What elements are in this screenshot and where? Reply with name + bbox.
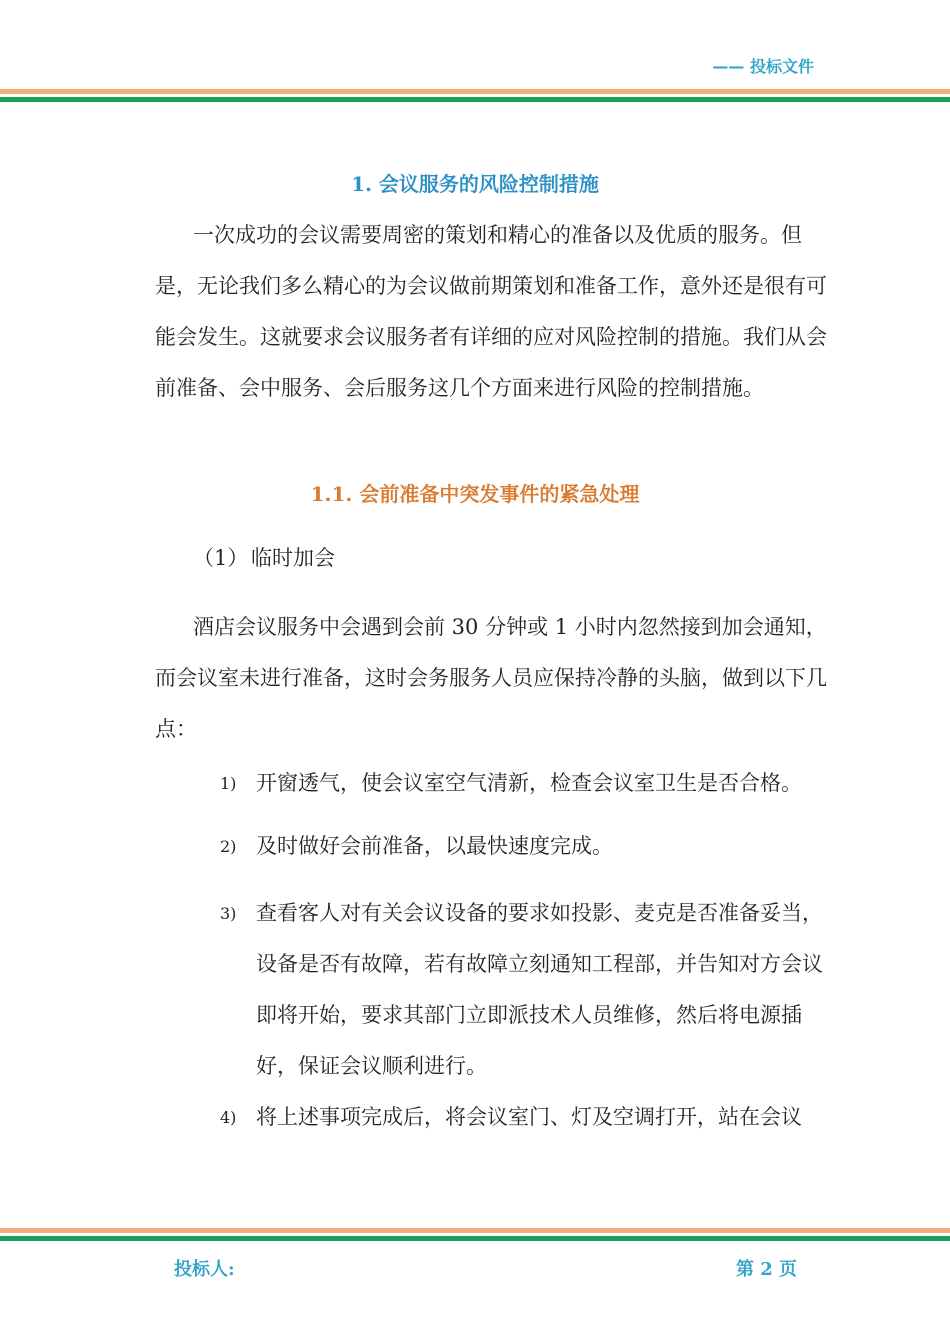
list-item-number: 3) [220,904,237,923]
step-list [220,758,830,1143]
page-number: 第 2 页 [736,1259,798,1280]
subsection-heading: 1.1. 会前准备中突发事件的紧急处理 [310,482,640,506]
sub-item-heading [193,542,335,572]
body-paragraph-text: 酒店会议服务中会遇到会前 30 分钟或 1 小时内忽然接到加会通知，而会议室未进行准备，这时会务服务人员应保持冷静的头脑，做到以下几点： [155,615,827,741]
footer-divider [0,1228,950,1241]
intro-paragraph [155,210,827,414]
header-title: —— 投标文件 [712,57,814,76]
body-paragraph [155,602,827,755]
intro-paragraph-text: 一次成功的会议需要周密的策划和精心的准备以及优质的服务。但是，无论我们多么精心的为会议做前期策划和准备工作，意外还是很有可能会发生。这就要求会议服务者有详细的应对风险控制的措施。我们从会前准备、会中服务、会后服务这几个方面来进行风险的控制措施。 [155,223,827,400]
list-item-text: 开窗透气，使会议室空气清新，检查会议室卫生是否合格。 [256,771,802,795]
header-divider [0,89,950,102]
list-item [220,821,830,872]
list-item [220,758,830,809]
list-item-number: 4) [220,1108,237,1127]
list-item [220,888,830,1092]
sub-item-title: 临时加会 [251,546,335,570]
section-heading: 1. 会议服务的风险控制措施 [351,172,599,196]
list-item-text: 查看客人对有关会议设备的要求如投影、麦克是否准备妥当，设备是否有故障，若有故障立刻通知工程部，并告知对方会议即将开始，要求其部门立即派技术人员维修，然后将电源插好，保证会议顺利进行。 [256,901,823,1078]
list-item [220,1092,830,1143]
sub-item-number: （1） [193,546,249,570]
list-item-number: 2) [220,837,237,856]
bidder-label: 投标人: [174,1259,235,1280]
list-item-text: 及时做好会前准备，以最快速度完成。 [256,834,613,858]
list-item-text: 将上述事项完成后，将会议室门、灯及空调打开，站在会议 [256,1105,802,1129]
list-item-number: 1) [220,774,237,793]
